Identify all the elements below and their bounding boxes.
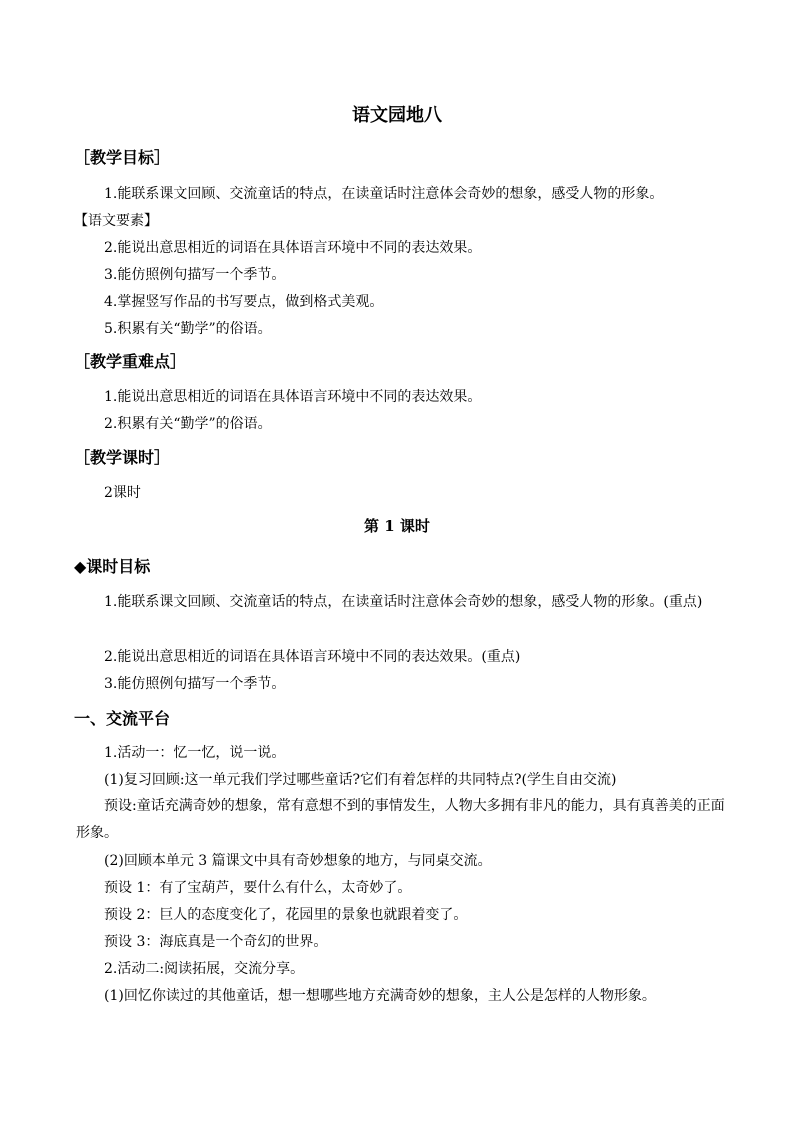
lesson-goal-2: 2.能说出意思相近的词语在具体语言环境中不同的表达效果。(重点) xyxy=(104,649,521,665)
lesson-goal-1: 1.能联系课文回顾、交流童话的特点，在读童话时注意体会奇妙的想象，感受人物的形象。(重点) xyxy=(104,594,703,610)
objective-item-5: 5.积累有关“勤学”的俗语。 xyxy=(104,321,272,337)
hours-heading: ［教学课时］ xyxy=(74,448,171,467)
preset-1: 预设 1：有了宝葫芦，要什么有什么，太奇妙了。 xyxy=(104,880,412,896)
part-1-heading: 一、交流平台 xyxy=(74,709,171,728)
lesson-goal-3: 3.能仿照例句描写一个季节。 xyxy=(104,676,286,692)
preset-main: 预设:童话充满奇妙的想象，常有意想不到的事情发生，人物大多拥有非凡的能力，具有真善美的正面形象。 xyxy=(76,798,725,841)
hours-value: 2课时 xyxy=(104,485,141,501)
activity-2: 2.活动二:阅读拓展，交流分享。 xyxy=(104,961,305,977)
review-question: (1)复习回顾:这一单元我们学过哪些童话?它们有着怎样的共同特点?(学生自由交流) xyxy=(104,772,617,788)
objective-item-4: 4.掌握竖写作品的书写要点，做到格式美观。 xyxy=(104,294,384,310)
recall-question: (1)回忆你读过的其他童话，想一想哪些地方充满奇妙的想象，主人公是怎样的人物形象。 xyxy=(104,988,656,1004)
key-points-heading: ［教学重难点］ xyxy=(74,352,187,371)
preset-3: 预设 3：海底真是一个奇幻的世界。 xyxy=(104,934,328,950)
review-question-2: (2)回顾本单元 3 篇课文中具有奇妙想象的地方，与同桌交流。 xyxy=(104,853,492,869)
objective-item-2: 2.能说出意思相近的词语在具体语言环境中不同的表达效果。 xyxy=(104,240,482,256)
objective-item-3: 3.能仿照例句描写一个季节。 xyxy=(104,267,286,283)
key-point-item-1: 1.能说出意思相近的词语在具体语言环境中不同的表达效果。 xyxy=(104,389,482,405)
page-title: 语文园地八 xyxy=(352,105,442,126)
objectives-heading: ［教学目标］ xyxy=(74,148,171,167)
lesson-goals-heading: ◆课时目标 xyxy=(74,557,151,576)
key-point-item-2: 2.积累有关“勤学”的俗语。 xyxy=(104,416,272,432)
objective-item-1: 1.能联系课文回顾、交流童话的特点，在读童话时注意体会奇妙的想象，感受人物的形象。 xyxy=(104,186,664,202)
lesson-1-title: 第 1 课时 xyxy=(364,517,430,535)
language-elements-label: 【语文要素】 xyxy=(74,213,158,229)
preset-2: 预设 2：巨人的态度变化了，花园里的景象也就跟着变了。 xyxy=(104,907,468,923)
activity-1: 1.活动一：忆一忆，说一说。 xyxy=(104,745,286,761)
